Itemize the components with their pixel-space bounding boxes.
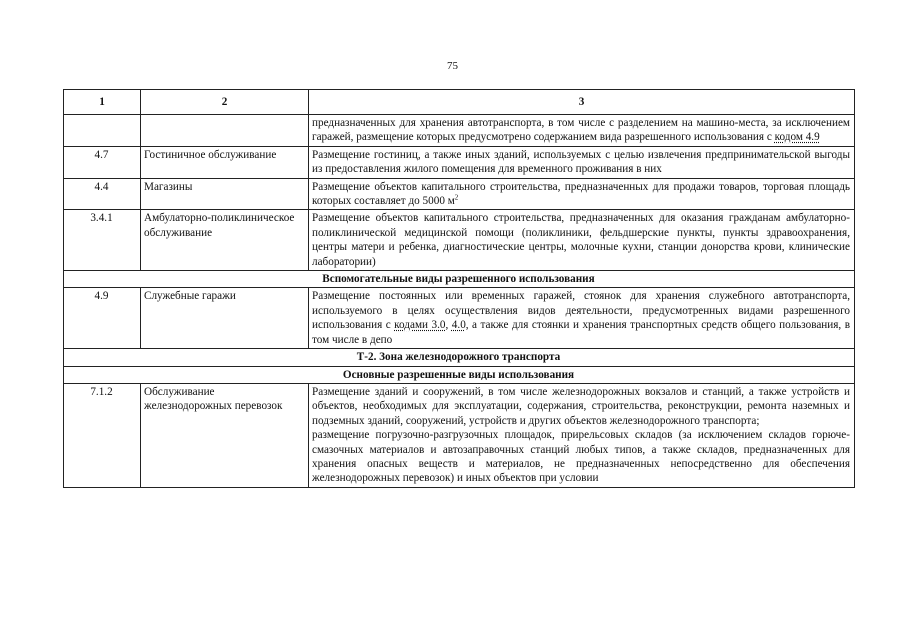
table-row xyxy=(64,178,855,210)
column-header-1: 1 xyxy=(64,90,141,115)
zone-title: Т-2. Зона железнодорожного транспорта xyxy=(64,349,855,366)
table-row-continuation xyxy=(64,115,855,147)
separator-text: , xyxy=(445,319,452,332)
code-link-4-0[interactable]: 4.0 xyxy=(451,319,466,332)
description-text: , а также для стоянки и хранения транспортных средств общего пользования, в том числе в депо xyxy=(312,319,850,346)
cell-code: 3.4.1 xyxy=(64,210,141,271)
section-heading-main: Основные разрешенные виды использования xyxy=(64,366,855,383)
cell-description xyxy=(309,383,855,487)
superscript: 2 xyxy=(454,193,459,202)
land-use-table xyxy=(63,89,855,488)
description-paragraph-2: размещение погрузочно-разгрузочных площадок, прирельсовых складов (за исключением складов горюче-смазочных материалов и автозаправочных станций любых типов, а также складов, предназначенных для хранения опасных веществ и материалов, не предназначенных непосредственно для обеспечения железнодорожных перевозок) и иных объектов при условии xyxy=(312,429,850,485)
cell-name: Обслуживание железнодорожных перевозок xyxy=(141,383,309,487)
cell-description xyxy=(309,178,855,210)
description-text: Размещение объектов капитального строительства, предназначенных для продажи товаров, торговая площадь которых составляет до 5000 м xyxy=(312,180,850,208)
cell-description: Размещение гостиниц, а также иных зданий, используемых с целью извлечения предпринимательской выгоды из предоставления жилого помещения для временного проживания в них xyxy=(309,146,855,178)
code-link-3-0[interactable]: кодами 3.0 xyxy=(394,319,446,332)
table-row xyxy=(64,383,855,487)
table-row xyxy=(64,288,855,349)
column-header-2: 2 xyxy=(141,90,309,115)
zone-row xyxy=(64,349,855,366)
table-header-row xyxy=(64,90,855,115)
cell-description: Размещение объектов капитального строительства, предназначенных для оказания гражданам амбулаторно-поликлинической медицинской помощи (поликлиники, фельдшерские пункты, пункты здравоохранения, центры матери и ребенка, диагностические центры, молочные кухни, станции донорства крови, клинические лаборатории) xyxy=(309,210,855,271)
cell-code xyxy=(64,115,141,147)
description-text: предназначенных для хранения автотранспорта, в том числе с разделением на машино-места, за исключением гаражей, размещение которых предусмотрено содержанием вида разрешенного использования с xyxy=(312,117,850,144)
page-number: 75 xyxy=(447,60,458,72)
cell-description xyxy=(309,288,855,349)
table-row xyxy=(64,146,855,178)
code-link-4-9[interactable]: кодом 4.9 xyxy=(774,131,820,144)
table-row xyxy=(64,210,855,271)
cell-name: Служебные гаражи xyxy=(141,288,309,349)
cell-name: Амбулаторно-поликлиническое обслуживание xyxy=(141,210,309,271)
cell-description xyxy=(309,115,855,147)
cell-code: 7.1.2 xyxy=(64,383,141,487)
cell-name xyxy=(141,115,309,147)
cell-code: 4.7 xyxy=(64,146,141,178)
cell-name: Магазины xyxy=(141,178,309,210)
section-row xyxy=(64,366,855,383)
cell-name: Гостиничное обслуживание xyxy=(141,146,309,178)
column-header-3: 3 xyxy=(309,90,855,115)
cell-code: 4.4 xyxy=(64,178,141,210)
description-text: Размещение постоянных или временных гаражей, стоянок для хранения служебного автотранспорта, используемого в целях осуществления видов деятельности, предусмотренных видами разрешенного использования с xyxy=(312,290,850,332)
section-heading-auxiliary: Вспомогательные виды разрешенного использования xyxy=(64,271,855,288)
section-row xyxy=(64,271,855,288)
description-paragraph-1: Размещение зданий и сооружений, в том числе железнодорожных вокзалов и станций, а также устройств и объектов, необходимых для эксплуатации, содержания, строительства, реконструкции, ремонта наземных и подземных зданий, сооружений, устройств и других объектов железнодорожного транспорта; xyxy=(312,385,850,427)
cell-code: 4.9 xyxy=(64,288,141,349)
